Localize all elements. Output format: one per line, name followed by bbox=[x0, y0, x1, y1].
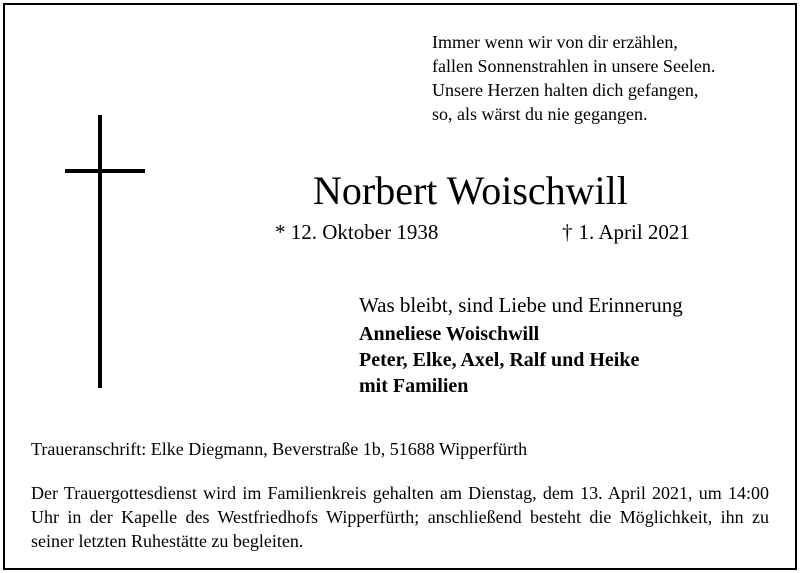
cross-horizontal-bar bbox=[65, 169, 145, 173]
death-date: 1. April 2021 bbox=[578, 220, 690, 244]
mourners-list bbox=[359, 321, 639, 399]
birth-date: * 12. Oktober 1938 bbox=[275, 220, 439, 244]
poem-line: Immer wenn wir von dir erzählen, bbox=[432, 32, 678, 52]
poem bbox=[432, 30, 715, 126]
funeral-service-notice: Der Trauergottesdienst wird im Familienkreis gehalten am Dienstag, dem 13. April 2021, um 14:00 Uhr in der Kapelle des Westfriedhofs Wipperfürth; anschließend besteht die Möglichkeit, ihn zu seiner letzten Ruhestätte zu begleiten. bbox=[31, 483, 769, 551]
latin-cross-icon bbox=[65, 115, 145, 390]
death-date-line bbox=[562, 219, 690, 245]
poem-line: Unsere Herzen halten dich gefangen, bbox=[432, 80, 699, 100]
mourner-name: mit Familien bbox=[359, 375, 469, 397]
mourner-name: Peter, Elke, Axel, Ralf und Heike bbox=[359, 349, 640, 371]
memory-line: Was bleibt, sind Liebe und Erinnerung bbox=[359, 293, 683, 317]
poem-line: so, als wärst du nie gegangen. bbox=[432, 104, 648, 124]
deceased-name: Norbert Woischwill bbox=[313, 168, 628, 213]
mourner-name: Anneliese Woischwill bbox=[359, 323, 540, 345]
cross-vertical-bar bbox=[98, 115, 102, 388]
condolence-address: Traueranschrift: Elke Diegmann, Beverstraße 1b, 51688 Wipperfürth bbox=[31, 439, 528, 459]
dagger-icon: † bbox=[562, 220, 573, 244]
poem-line: fallen Sonnenstrahlen in unsere Seelen. bbox=[432, 56, 716, 76]
